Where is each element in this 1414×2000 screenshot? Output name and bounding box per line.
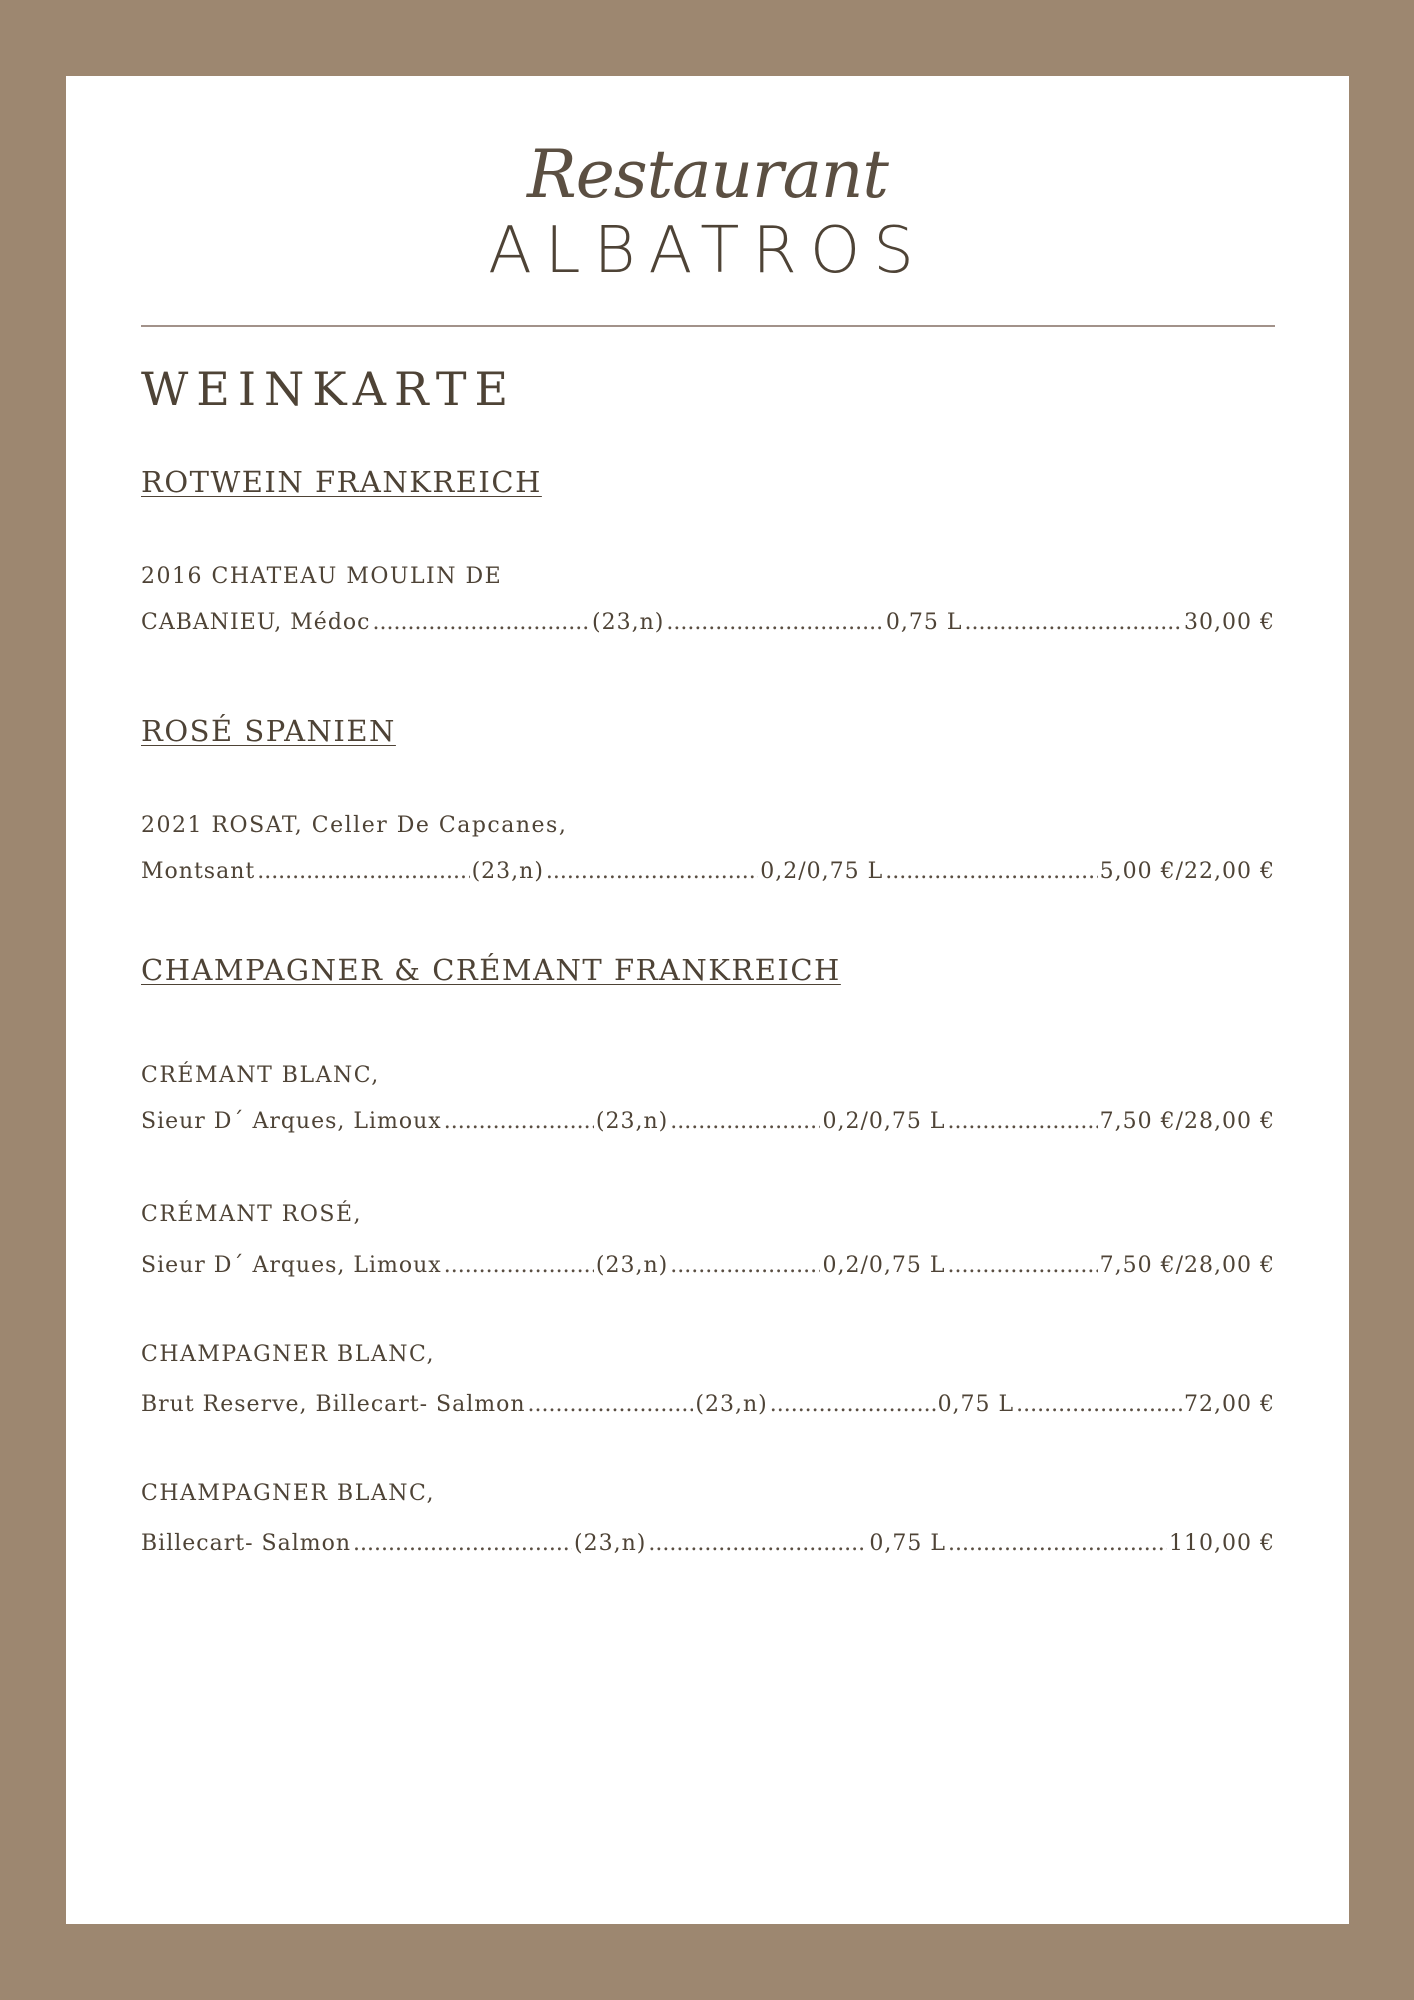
- wine-item-detail: CABANIEU, Médoc: [141, 610, 371, 635]
- wine-item-price: 30,00 €: [1184, 610, 1275, 635]
- wine-item-line: [141, 859, 1275, 884]
- wine-item-line: [141, 610, 1275, 635]
- dot-leader: [964, 610, 1182, 635]
- wine-item-line: [141, 1109, 1275, 1134]
- wine-item-allergens: (23,n): [595, 1109, 669, 1134]
- dot-leader: [444, 1109, 594, 1134]
- wine-item-volume: 0,2/0,75 L: [760, 859, 884, 884]
- wine-item-line: [141, 1531, 1275, 1556]
- wine-item-allergens: (23,n): [471, 859, 544, 884]
- wine-item-detail: Sieur D´ Arques, Limoux: [141, 1253, 442, 1278]
- wine-item-name: CRÉMANT BLANC,: [141, 1063, 380, 1088]
- dot-leader: [1016, 1392, 1182, 1417]
- dot-leader: [546, 859, 758, 884]
- wine-item-allergens: (23,n): [574, 1531, 647, 1556]
- wine-item-allergens: (23,n): [595, 1253, 669, 1278]
- wine-item-name: CHAMPAGNER BLANC,: [141, 1481, 436, 1506]
- wine-item-allergens: (23,n): [695, 1392, 768, 1417]
- dot-leader: [947, 1109, 1097, 1134]
- wine-item-detail: Brut Reserve, Billecart- Salmon: [141, 1392, 526, 1417]
- wine-item-volume: 0,2/0,75 L: [822, 1109, 946, 1134]
- wine-item-line: [141, 1392, 1275, 1417]
- dot-leader: [770, 1392, 936, 1417]
- wine-item-volume: 0,75 L: [937, 1392, 1015, 1417]
- dot-leader: [670, 1253, 820, 1278]
- dot-leader: [648, 1531, 867, 1556]
- header-divider: [141, 325, 1275, 327]
- wine-item-detail: Sieur D´ Arques, Limoux: [141, 1109, 442, 1134]
- wine-item-name: CHAMPAGNER BLANC,: [141, 1342, 436, 1367]
- dot-leader: [885, 859, 1097, 884]
- section-title-champagner-cremant: CHAMPAGNER & CRÉMANT FRANKREICH: [141, 953, 841, 987]
- wine-item-name: CRÉMANT ROSÉ,: [141, 1202, 363, 1227]
- dot-leader: [947, 1253, 1097, 1278]
- restaurant-script-logo: Restaurant: [527, 136, 888, 213]
- wine-item-detail: Billecart- Salmon: [141, 1531, 352, 1556]
- wine-item-volume: 0,2/0,75 L: [822, 1253, 946, 1278]
- wine-item-price: 7,50 €/28,00 €: [1099, 1253, 1275, 1278]
- page-title: WEINKARTE: [141, 362, 517, 416]
- restaurant-name: ALBATROS: [488, 214, 927, 288]
- dot-leader: [666, 610, 884, 635]
- wine-item-line: [141, 1253, 1275, 1278]
- dot-leader: [372, 610, 590, 635]
- wine-item-detail: Montsant: [141, 859, 256, 884]
- wine-item-allergens: (23,n): [592, 610, 665, 635]
- wine-item-name: 2021 ROSAT, Celler De Capcanes,: [141, 813, 568, 838]
- menu-card: [66, 76, 1349, 1924]
- wine-item-price: 7,50 €/28,00 €: [1099, 1109, 1275, 1134]
- dot-leader: [353, 1531, 572, 1556]
- dot-leader: [948, 1531, 1167, 1556]
- dot-leader: [670, 1109, 820, 1134]
- wine-item-price: 72,00 €: [1184, 1392, 1275, 1417]
- section-title-rose-spanien: ROSÉ SPANIEN: [141, 714, 396, 748]
- wine-item-price: 110,00 €: [1169, 1531, 1275, 1556]
- dot-leader: [528, 1392, 694, 1417]
- section-title-rotwein-frankreich: ROTWEIN FRANKREICH: [141, 465, 542, 499]
- wine-item-volume: 0,75 L: [869, 1531, 946, 1556]
- wine-item-price: 5,00 €/22,00 €: [1099, 859, 1275, 884]
- wine-item-volume: 0,75 L: [885, 610, 963, 635]
- wine-item-name: 2016 CHATEAU MOULIN DE: [141, 564, 503, 589]
- dot-leader: [444, 1253, 594, 1278]
- dot-leader: [257, 859, 469, 884]
